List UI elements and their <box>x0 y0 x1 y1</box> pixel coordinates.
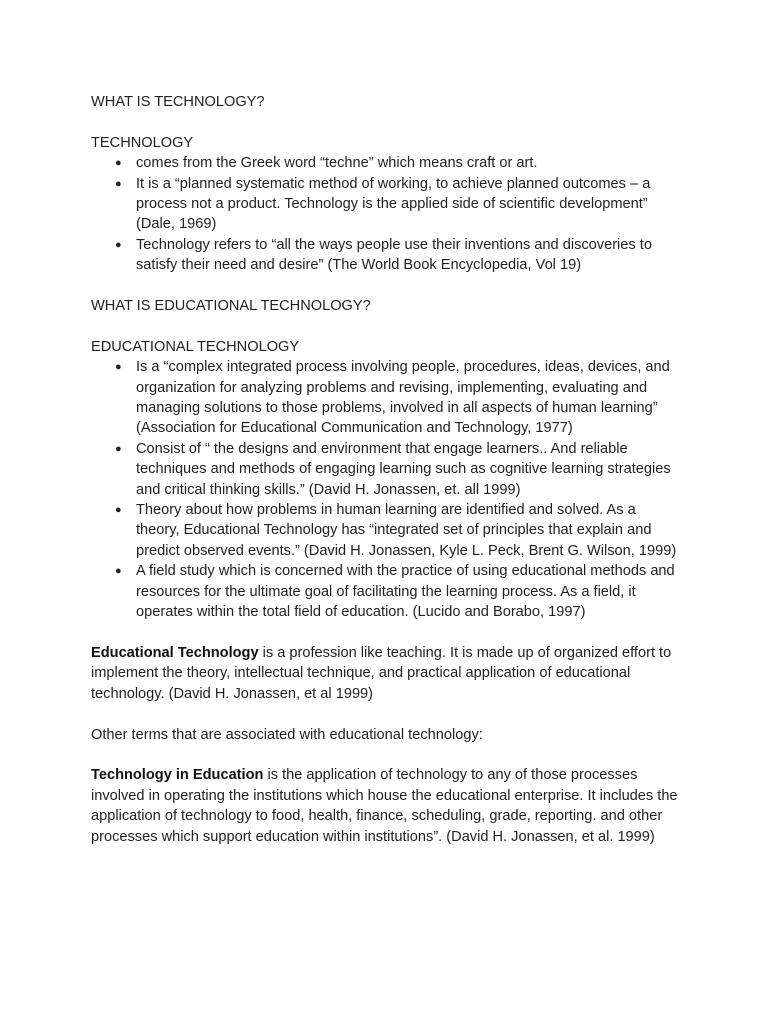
list-item <box>91 357 681 439</box>
heading-what-is-technology: WHAT IS TECHNOLOGY? <box>91 94 265 110</box>
bullet-icon: ● <box>115 361 122 374</box>
educational-technology-bullet-list <box>91 357 681 622</box>
list-item <box>91 561 681 622</box>
list-item-text: A field study which is concerned with the practice of using educational methods and resources for the ultimate goal of facilitating the learning process. As a field, it operates within the total field of education. (Lucido and Borabo, 1997) <box>136 563 675 621</box>
paragraph-technology-in-education <box>91 765 681 847</box>
section-title-educational-technology: EDUCATIONAL TECHNOLOGY <box>91 338 300 355</box>
list-item <box>91 439 681 500</box>
list-item <box>91 174 681 235</box>
spacer <box>91 704 681 724</box>
spacer <box>91 112 681 132</box>
list-item <box>91 235 681 276</box>
spacer <box>91 276 681 296</box>
list-item-text: Consist of “ the designs and environment that engage learners.. And reliable techniques and methods of engaging learning such as cognitive learning strategies and critical thinking skills.” (David H. Jonassen, et. all 1999) <box>136 440 671 498</box>
bullet-icon: ● <box>115 238 122 251</box>
bullet-icon: ● <box>115 565 122 578</box>
spacer <box>91 316 681 336</box>
list-item-text: comes from the Greek word “techne” which means craft or art. <box>136 155 538 172</box>
list-item <box>91 500 681 561</box>
paragraph-other-terms: Other terms that are associated with educational technology: <box>91 726 483 743</box>
bullet-icon: ● <box>115 157 122 170</box>
spacer <box>91 745 681 765</box>
heading-what-is-educational-technology: WHAT IS EDUCATIONAL TECHNOLOGY? <box>91 298 371 315</box>
bold-term: Educational Technology <box>91 644 259 661</box>
bullet-icon: ● <box>115 442 122 455</box>
section-title-technology: TECHNOLOGY <box>91 134 194 151</box>
bold-term: Technology in Education <box>91 767 264 784</box>
list-item-text: It is a “planned systematic method of working, to achieve planned outcomes – a process not a product. Technology is the applied side of scientific development” (Dale, 1969) <box>136 175 651 233</box>
list-item-text: Is a “complex integrated process involving people, procedures, ideas, devices, and organization for analyzing problems and revising, implementing, evaluating and managing solutions to those problems, involved in all aspects of human learning” (Association for Educational Communication and Technology, 1977) <box>136 359 670 437</box>
document-page <box>91 92 681 847</box>
bullet-icon: ● <box>115 177 122 190</box>
technology-bullet-list <box>91 153 681 275</box>
bullet-icon: ● <box>115 504 122 517</box>
list-item-text: Theory about how problems in human learning are identified and solved. As a theory, Educational Technology has “integrated set of principles that explain and predict observed events.” (David H. Jonassen, Kyle L. Peck, Brent G. Wilson, 1999) <box>136 502 677 559</box>
paragraph-text: is the application of technology to any of those processes involved in operating the institutions which house the educational enterprise. It includes the application of technology to food, health, finance, scheduling, grade, reporting. and other processes which support education within institutions”. (David H. Jonassen, et al. 1999) <box>91 767 678 845</box>
spacer <box>91 623 681 643</box>
list-item <box>91 153 681 173</box>
list-item-text: Technology refers to “all the ways people use their inventions and discoveries to satisfy their need and desire” (The World Book Encyclopedia, Vol 19) <box>136 236 652 274</box>
paragraph-educational-technology-profession <box>91 643 681 704</box>
paragraph-text: is a profession like teaching. It is made up of organized effort to implement the theory, intellectual technique, and practical application of educational technology. (David H. Jonassen, et al 1999) <box>91 644 672 702</box>
